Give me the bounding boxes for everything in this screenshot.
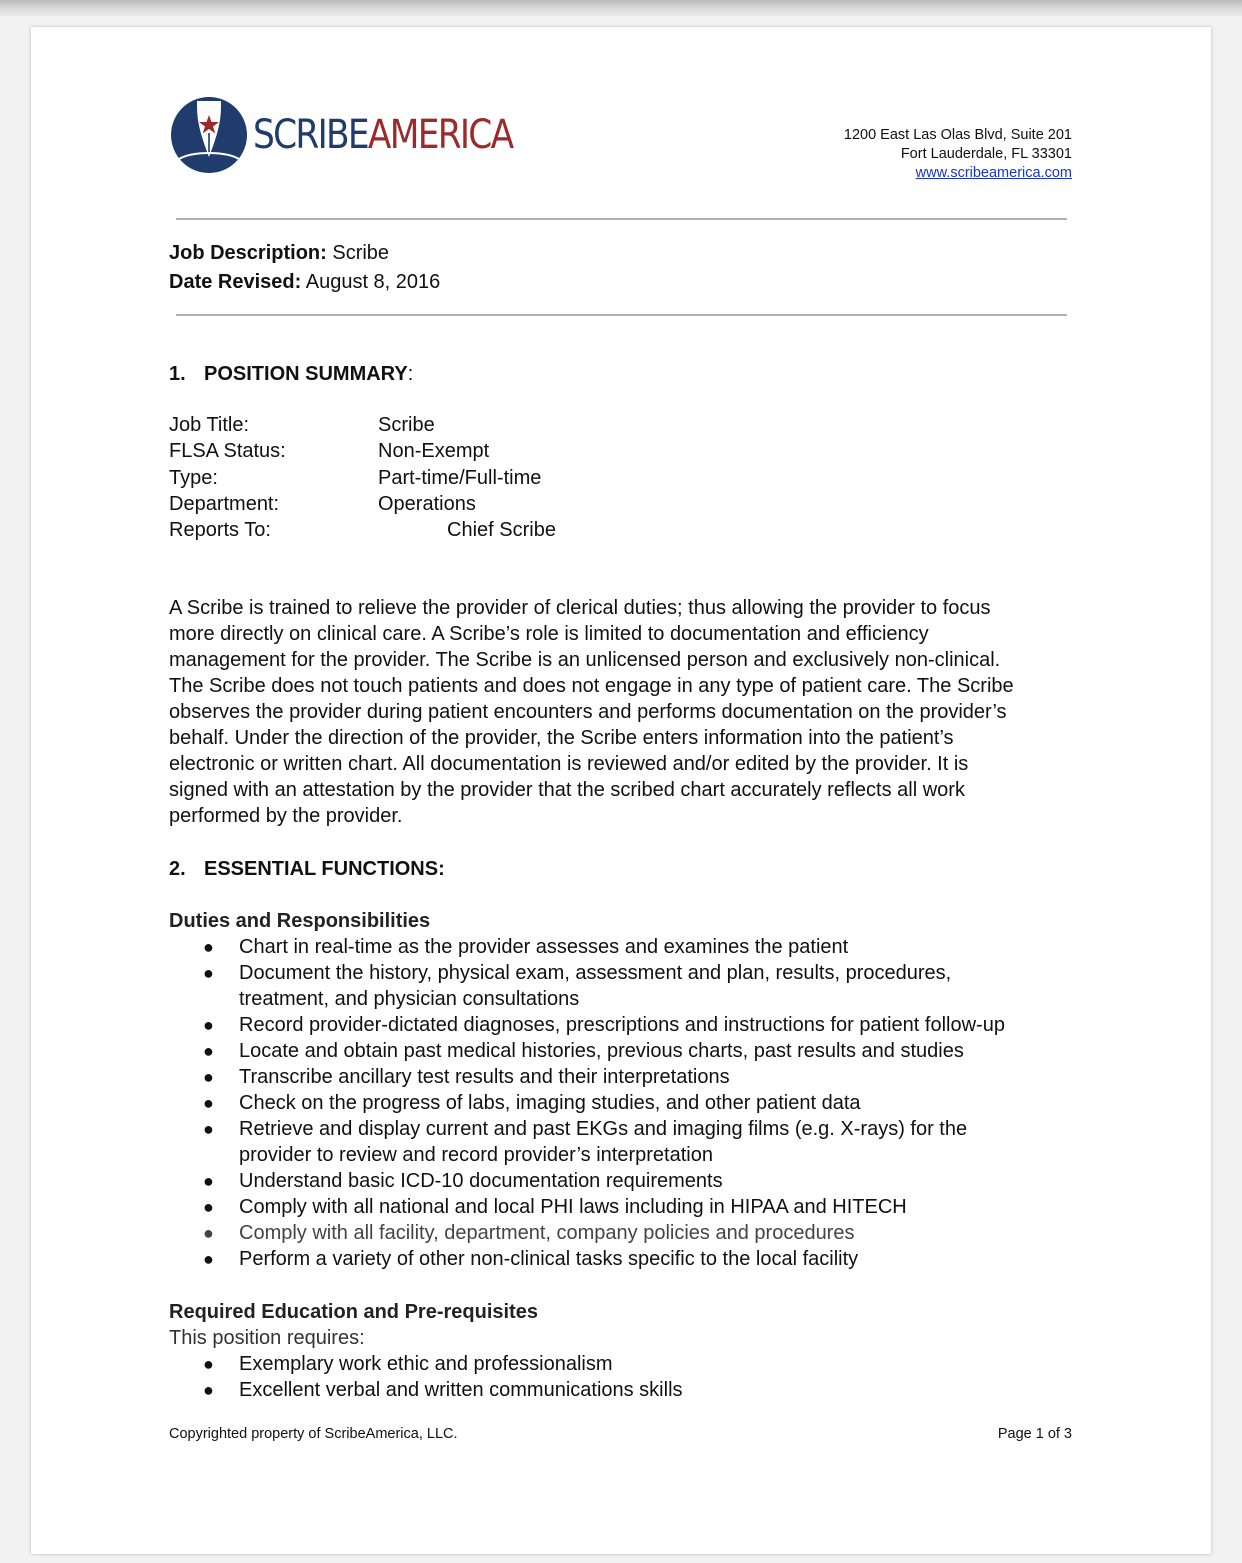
education-intro: This position requires:: [169, 1327, 365, 1349]
footer-page-number: Page 1 of 3: [997, 1426, 1072, 1442]
list-item-text: Chart in real-time as the provider assesses and examines the patient: [239, 936, 849, 958]
list-item-text: Retrieve and display current and past EKGs and imaging films (e.g. X-rays) for the: [239, 1118, 968, 1140]
header-divider: [176, 218, 1067, 220]
list-item: [169, 1246, 1005, 1272]
list-item: [169, 1038, 1005, 1064]
list-item: [169, 1220, 1005, 1246]
summary-value: Operations: [378, 492, 476, 515]
paragraph-line: A Scribe is trained to relieve the provider of clerical duties; thus allowing the provider to focus: [169, 597, 991, 619]
summary-value: Non-Exempt: [378, 440, 490, 463]
summary-value: Chief Scribe: [447, 519, 556, 542]
list-item: [169, 1168, 1005, 1194]
duties-heading: Duties and Responsibilities: [169, 910, 431, 932]
list-item-text: Check on the progress of labs, imaging studies, and other patient data: [239, 1092, 861, 1114]
list-item: [169, 1377, 683, 1403]
bullet-icon: ●: [203, 963, 214, 983]
list-item-text: Document the history, physical exam, assessment and plan, results, procedures,: [239, 962, 952, 984]
bullet-icon: ●: [203, 1171, 214, 1191]
duties-list: [169, 934, 1005, 1272]
window-top-shadow: [0, 0, 1242, 16]
list-item-text: Locate and obtain past medical histories, previous charts, past results and studies: [239, 1040, 964, 1062]
education-list: [169, 1351, 683, 1403]
section-title: ESSENTIAL FUNCTIONS:: [204, 858, 445, 880]
list-item: [169, 1351, 683, 1377]
list-item: [169, 1012, 1005, 1038]
bullet-icon: ●: [203, 1223, 214, 1243]
paragraph-line: The Scribe does not touch patients and does not engage in any type of patient care. The Scribe: [169, 675, 1014, 697]
job-description-value: Scribe: [332, 242, 390, 264]
list-item-text: provider to review and record provider’s interpretation: [239, 1144, 713, 1166]
section-number: 1.: [169, 363, 186, 385]
bullet-icon: ●: [203, 937, 214, 957]
logo-wordmark: [253, 105, 512, 165]
position-summary-paragraph: [169, 595, 1069, 829]
section-heading-position-summary: [169, 361, 413, 387]
list-item-text: Exemplary work ethic and professionalism: [239, 1353, 613, 1375]
bullet-icon: ●: [203, 1119, 214, 1139]
bullet-icon: ●: [203, 1249, 214, 1269]
list-item-text: Excellent verbal and written communications skills: [239, 1379, 683, 1401]
list-item-text: Transcribe ancillary test results and their interpretations: [239, 1066, 730, 1088]
list-item: [169, 1090, 1005, 1116]
website-link[interactable]: www.scribeamerica.com: [915, 165, 1072, 181]
company-address: [844, 126, 1072, 183]
list-item-text: Perform a variety of other non-clinical tasks specific to the local facility: [239, 1248, 859, 1270]
section-title-suffix: :: [407, 363, 414, 385]
paragraph-line: behalf. Under the direction of the provider, the Scribe enters information into the patient’s: [169, 727, 954, 749]
bullet-icon: ●: [203, 1380, 214, 1400]
list-item: [169, 934, 1005, 960]
scribeamerica-logo: [169, 95, 513, 173]
list-item: [169, 1194, 1005, 1220]
address-line-2: Fort Lauderdale, FL 33301: [900, 146, 1072, 162]
summary-value: Part-time/Full-time: [378, 466, 542, 489]
summary-label: Type:: [169, 466, 218, 489]
logo-word-scribe: SCRIBE: [253, 112, 368, 158]
paragraph-line: performed by the provider.: [169, 805, 403, 827]
bullet-icon: ●: [203, 1015, 214, 1035]
job-description-label: Job Description:: [169, 242, 327, 264]
document-meta: [169, 239, 440, 297]
date-revised-label: Date Revised:: [169, 271, 302, 293]
bullet-icon: ●: [203, 1197, 214, 1217]
logo-word-america: AMERICA: [367, 112, 513, 158]
list-item-text: Comply with all national and local PHI laws including in HIPAA and HITECH: [239, 1196, 907, 1218]
address-line-1: 1200 East Las Olas Blvd, Suite 201: [843, 127, 1072, 143]
bullet-icon: ●: [203, 1354, 214, 1374]
list-item: [169, 1064, 1005, 1090]
pen-nib-globe-icon: [169, 95, 249, 175]
bullet-icon: ●: [203, 1093, 214, 1113]
paragraph-line: electronic or written chart. All documentation is reviewed and/or edited by the provider. It is: [169, 753, 969, 775]
paragraph-line: more directly on clinical care. A Scribe’s role is limited to documentation and efficiency: [169, 623, 929, 645]
document-page: [31, 27, 1211, 1554]
section-title: POSITION SUMMARY: [204, 363, 408, 385]
summary-label: FLSA Status:: [169, 440, 286, 463]
education-heading: Required Education and Pre-requisites: [169, 1301, 538, 1323]
list-item-text: Comply with all facility, department, company policies and procedures: [239, 1222, 855, 1244]
paragraph-line: observes the provider during patient encounters and performs documentation on the provider’s: [169, 701, 1007, 723]
summary-value: Scribe: [378, 414, 435, 436]
list-item: [169, 1116, 1005, 1168]
bullet-icon: ●: [203, 1067, 214, 1087]
summary-label: Reports To:: [169, 519, 271, 542]
list-item-text: Record provider-dictated diagnoses, prescriptions and instructions for patient follow-up: [239, 1014, 1005, 1036]
date-revised-value: August 8, 2016: [305, 271, 441, 293]
section-number: 2.: [169, 858, 186, 880]
paragraph-line: signed with an attestation by the provider that the scribed chart accurately reflects all work: [169, 779, 965, 801]
bullet-icon: ●: [203, 1041, 214, 1061]
summary-label: Job Title:: [169, 414, 250, 436]
paragraph-line: management for the provider. The Scribe is an unlicensed person and exclusively non-clinical.: [169, 649, 1001, 671]
meta-divider: [176, 314, 1067, 316]
list-item: [169, 960, 1005, 1012]
list-item-text: treatment, and physician consultations: [239, 988, 580, 1010]
list-item-text: Understand basic ICD-10 documentation requirements: [239, 1170, 723, 1192]
summary-label: Department:: [169, 492, 280, 515]
footer-copyright: Copyrighted property of ScribeAmerica, LLC.: [169, 1426, 458, 1442]
section-heading-essential-functions: [169, 856, 445, 882]
